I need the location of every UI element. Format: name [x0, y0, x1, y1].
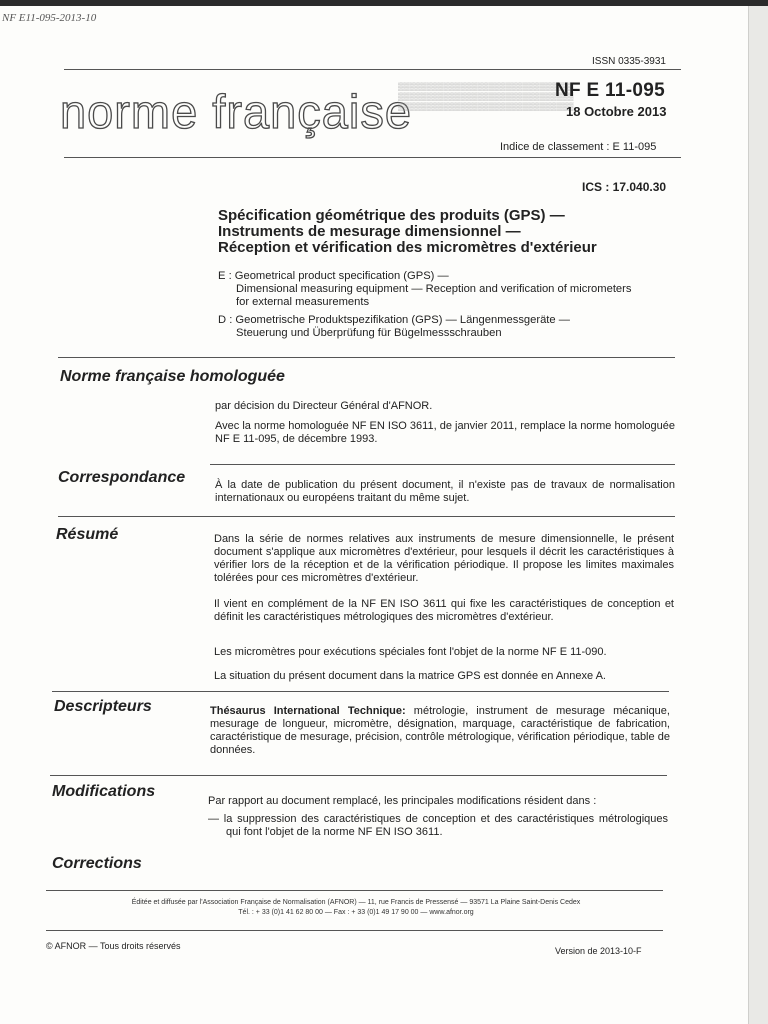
resume-text: La situation du présent document dans la matrice GPS est donnée en Annexe A.: [214, 670, 606, 682]
standard-number: NF E 11-095: [555, 80, 665, 101]
resume-text: Dans la série de normes relatives aux instruments de mesure dimensionnelle, le présent document s'applique aux micromètres d'extérieur, pour lesquels il décrit les caractéristiques à vérifier lors de la réception et de la vérification périodique. Il propose les limites maximales tolérées pour ces micromètres d'extérieur.: [214, 533, 674, 584]
section-heading-correspondance: Correspondance: [58, 469, 186, 486]
correspondance-text: À la date de publication du présent document, il n'existe pas de travaux de normalisation internationaux ou européens traitant du même sujet.: [215, 479, 675, 504]
modifications-item: — la suppression des caractéristiques de conception et des caractéristiques métrologiques qui font l'objet de la norme NF EN ISO 3611.: [208, 813, 668, 838]
footer-rule: [46, 890, 663, 891]
corner-reference: NF E11-095-2013-10: [2, 12, 97, 24]
header-rule-top: [64, 69, 681, 70]
descripteurs-text: [210, 705, 670, 757]
scan-top-shadow: [0, 0, 768, 6]
version: Version de 2013-10-F: [555, 946, 642, 956]
section-rule: [210, 464, 675, 465]
publication-date: 18 Octobre 2013: [566, 104, 667, 119]
classification-index: Indice de classement : E 11-095: [500, 141, 657, 153]
issn: ISSN 0335-3931: [592, 56, 666, 67]
title-line: Spécification géométrique des produits (GPS) —: [218, 207, 565, 224]
copyright: © AFNOR — Tous droits réservés: [46, 941, 181, 951]
section-heading-resume: Résumé: [56, 526, 119, 543]
title-line: Réception et vérification des micromètres d'extérieur: [218, 239, 597, 256]
section-heading-corrections: Corrections: [52, 855, 142, 872]
main-title: norme française: [60, 85, 412, 138]
thesaurus-label: Thésaurus International Technique:: [210, 705, 406, 717]
translation-line: E : Geometrical product specification (GPS) —: [218, 270, 449, 282]
publisher-address: Éditée et diffusée par l'Association Française de Normalisation (AFNOR) — 11, rue Francis de Pressensé — 93571 La Plaine Saint-Denis Cedex: [131, 899, 581, 906]
section-rule: [58, 516, 675, 517]
license-stamp: ▒▒▒▒▒▒▒▒▒▒▒▒▒▒▒▒▒▒▒▒▒▒▒▒▒▒▒▒▒▒▒ ▒▒▒▒▒▒▒▒▒▒▒▒▒▒▒▒▒▒▒▒▒▒▒▒▒▒▒▒▒▒▒ ▒▒▒▒▒▒▒▒▒▒▒▒▒▒▒▒▒▒▒▒▒▒▒▒▒▒▒▒▒▒▒: [398, 82, 574, 111]
resume-text: Il vient en complément de la NF EN ISO 3611 qui fixe les caractéristiques de conception et définit les caractéristiques métrologiques des micromètres d'extérieur.: [214, 598, 674, 623]
homologuee-text: par décision du Directeur Général d'AFNOR.: [215, 400, 433, 412]
translation-line: Dimensional measuring equipment — Reception and verification of micrometers: [236, 283, 632, 295]
resume-text: Les micromètres pour exécutions spéciales font l'objet de la norme NF E 11-090.: [214, 646, 607, 658]
section-heading-modifications: Modifications: [52, 783, 156, 800]
header-rule-bottom: [64, 157, 681, 158]
translation-line: D : Geometrische Produktspezifikation (GPS) — Längenmessgeräte —: [218, 314, 570, 326]
homologuee-text: Avec la norme homologuée NF EN ISO 3611, de janvier 2011, remplace la norme homologuée NF E 11-095, de décembre 1993.: [215, 420, 675, 445]
page-stack-edge: [748, 0, 768, 1024]
ics-code: ICS : 17.040.30: [582, 180, 667, 194]
english-title: [218, 270, 688, 309]
section-rule: [58, 357, 675, 358]
german-title: [218, 314, 688, 340]
title-line: Instruments de mesurage dimensionnel —: [218, 223, 521, 240]
publisher-info: [46, 898, 666, 918]
document-title: [218, 208, 688, 256]
translation-line: for external measurements: [236, 296, 370, 308]
translation-line: Steuerung und Überprüfung für Bügelmessschrauben: [236, 327, 502, 339]
section-heading-homologuee: Norme française homologuée: [60, 368, 285, 385]
descriptor-list: métrologie, instrument de mesurage mécanique, mesurage de longueur, micromètre, désignation, marquage, caractéristique de fabrication, caractéristique de mesurage, précision, contrôle métrologique, vérification périodique, table de données.: [210, 705, 670, 756]
modifications-text: Par rapport au document remplacé, les principales modifications résident dans :: [208, 795, 597, 807]
section-rule: [50, 775, 667, 776]
publisher-contact: Tél. : + 33 (0)1 41 62 80 00 — Fax : + 33 (0)1 49 17 90 00 — www.afnor.org: [238, 909, 474, 916]
section-rule: [52, 691, 669, 692]
footer-rule: [46, 930, 663, 931]
section-heading-descripteurs: Descripteurs: [54, 698, 152, 715]
